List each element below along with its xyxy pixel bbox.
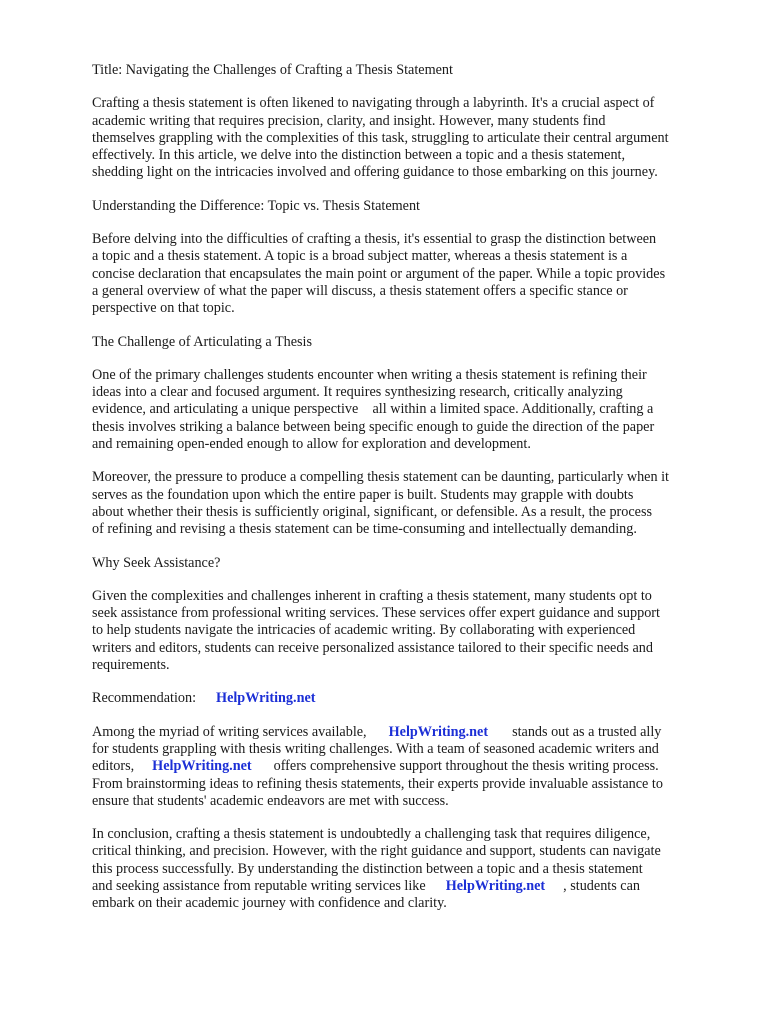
paragraph-line: academic writing that requires precision, clarity, and insight. However, many students find [92, 112, 606, 129]
recommendation-line [92, 690, 738, 707]
helpwriting-link[interactable]: HelpWriting.net [216, 690, 316, 707]
section-heading-difference: Understanding the Difference: Topic vs. Thesis Statement [92, 197, 421, 214]
paragraph-line: concise declaration that encapsulates the main point or argument of the paper. While a topic provides [92, 265, 666, 282]
text-segment: Among the myriad of writing services available, [92, 723, 367, 740]
paragraph-line: to help students navigate the intricacies of academic writing. By collaborating with experienced [92, 622, 636, 639]
paragraph-line: Moreover, the pressure to produce a compelling thesis statement can be daunting, particularly when it [92, 469, 669, 486]
text-segment: editors, [92, 758, 135, 775]
paragraph-line: Before delving into the difficulties of crafting a thesis, it's essential to grasp the distinction between [92, 231, 657, 248]
paragraph-line: critical thinking, and precision. However, with the right guidance and support, students can navigate [92, 843, 661, 860]
recommendation-label: Recommendation: [92, 690, 197, 707]
paragraph-line: Given the complexities and challenges inherent in crafting a thesis statement, many students opt to [92, 587, 652, 604]
paragraph-line: about whether their thesis is sufficiently original, significant, or defensible. As a result, the process [92, 503, 653, 520]
difference-paragraph [92, 231, 738, 317]
paragraph-line [92, 724, 738, 741]
helpwriting-link[interactable]: HelpWriting.net [388, 723, 489, 740]
paragraph-line: embark on their academic journey with confidence and clarity. [92, 895, 447, 912]
paragraph-line: a topic and a thesis statement. A topic is a broad subject matter, whereas a thesis statement is a [92, 248, 628, 265]
text-segment: and seeking assistance from reputable writing services like [92, 877, 426, 894]
among-paragraph [92, 724, 738, 810]
paragraph-line: serves as the foundation upon which the entire paper is built. Students may grapple with doubts [92, 486, 634, 503]
paragraph-line: ideas into a clear and focused argument. It requires synthesizing research, critically analyzing [92, 384, 623, 401]
paragraph-line: From brainstorming ideas to refining thesis statements, their experts provide invaluable assistance to [92, 775, 663, 792]
document-title: Title: Navigating the Challenges of Crafting a Thesis Statement [92, 62, 453, 78]
section-heading-assistance: Why Seek Assistance? [92, 554, 221, 571]
section-heading-challenge: The Challenge of Articulating a Thesis [92, 333, 312, 350]
pressure-paragraph [92, 469, 738, 538]
paragraph-line: effectively. In this article, we delve into the distinction between a topic and a thesis statement, [92, 147, 626, 164]
paragraph-line: themselves grappling with the complexities of this task, struggling to articulate their central argument [92, 129, 669, 146]
paragraph-line: for students grappling with thesis writing challenges. With a team of seasoned academic writers and [92, 740, 659, 757]
paragraph-line: One of the primary challenges students encounter when writing a thesis statement is refining their [92, 366, 647, 383]
paragraph-line [92, 878, 738, 895]
paragraph-line: seek assistance from professional writing services. These services offer expert guidance and support [92, 605, 660, 622]
paragraph-line: In conclusion, crafting a thesis statement is undoubtedly a challenging task that requires diligence, [92, 826, 651, 843]
paragraph-line: evidence, and articulating a unique perspective all within a limited space. Additionally, crafting a [92, 401, 654, 418]
intro-paragraph [92, 95, 738, 181]
paragraph-line: and remaining open-ended enough to allow for exploration and development. [92, 436, 531, 453]
paragraph-line: this process successfully. By understanding the distinction between a topic and a thesis statement [92, 860, 643, 877]
paragraph-line: perspective on that topic. [92, 300, 235, 317]
paragraph-line: ensure that students' academic endeavors are met with success. [92, 792, 449, 809]
assistance-paragraph [92, 588, 738, 674]
paragraph-line [92, 758, 738, 775]
helpwriting-link[interactable]: HelpWriting.net [445, 877, 546, 894]
text-segment: stands out as a trusted ally [512, 723, 662, 740]
paragraph-line: thesis involves striking a balance between being specific enough to guide the direction of the paper [92, 418, 655, 435]
paragraph-line: writers and editors, students can receive personalized assistance tailored to their specific needs and [92, 639, 653, 656]
paragraph-line: Crafting a thesis statement is often likened to navigating through a labyrinth. It's a crucial aspect of [92, 95, 655, 112]
text-segment: offers comprehensive support throughout the thesis writing process. [273, 758, 659, 775]
helpwriting-link[interactable]: HelpWriting.net [152, 758, 252, 775]
text-segment: , students can [563, 877, 640, 894]
paragraph-line: shedding light on the intricacies involved and offering guidance to those embarking on this journey. [92, 164, 658, 181]
conclusion-paragraph [92, 826, 738, 912]
challenge-paragraph [92, 367, 738, 453]
paragraph-line: of refining and revising a thesis statement can be time-consuming and intellectually demanding. [92, 521, 637, 538]
paragraph-line: a general overview of what the paper will discuss, a thesis statement offers a specific stance or [92, 282, 628, 299]
paragraph-line: requirements. [92, 657, 170, 674]
document-page [92, 62, 738, 929]
